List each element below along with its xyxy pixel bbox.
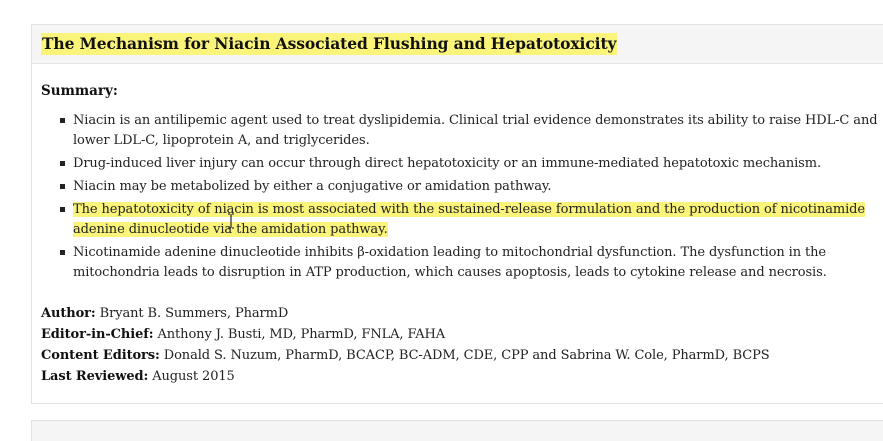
text-cursor-icon [226, 213, 236, 229]
bullet-icon [60, 161, 65, 166]
article-card [31, 24, 883, 404]
bullet-icon [60, 184, 65, 189]
summary-label: Summary: [41, 83, 118, 99]
editor-row [41, 324, 883, 345]
article-header [32, 25, 883, 64]
last-reviewed-label: Last Reviewed: [41, 369, 149, 384]
summary-point-2: Drug-induced liver injury can occur through direct hepatotoxicity or an immune-mediated hepatotoxic mechanism. [73, 156, 821, 171]
last-reviewed-row [41, 366, 883, 387]
list-item [60, 111, 883, 151]
summary-point-5: Nicotinamide adenine dinucleotide inhibits β-oxidation leading to mitochondrial dysfunction. The dysfunction in the mitochondria leads to disruption in ATP production, which causes apoptosis, leads to cytokine release and necrosis. [73, 245, 827, 280]
summary-list [41, 111, 883, 283]
list-item [60, 200, 883, 240]
list-item [60, 154, 883, 174]
author-value: Bryant B. Summers, PharmD [95, 306, 289, 321]
summary-point-4-highlighted: The hepatotoxicity of niacin is most associated with the sustained-release formulation and the production of nicotinamide adenine dinucleotide via the amidation pathway. [73, 202, 865, 237]
summary-point-1: Niacin is an antilipemic agent used to treat dyslipidemia. Clinical trial evidence demonstrates its ability to raise HDL-C and lower LDL-C, lipoprotein A, and triglycerides. [73, 113, 878, 148]
bullet-icon [60, 250, 65, 255]
article-meta [41, 303, 883, 387]
list-item [60, 243, 883, 283]
content-editors-value: Donald S. Nuzum, PharmD, BCACP, BC-ADM, CDE, CPP and Sabrina W. Cole, PharmD, BCPS [159, 348, 770, 363]
list-item [60, 177, 883, 197]
summary-point-3: Niacin may be metabolized by either a conjugative or amidation pathway. [73, 179, 552, 194]
article-title: The Mechanism for Niacin Associated Flushing and Hepatotoxicity [42, 34, 617, 53]
bullet-icon [60, 118, 65, 123]
editor-value: Anthony J. Busti, MD, PharmD, FNLA, FAHA [153, 327, 446, 342]
article-body [32, 64, 883, 387]
author-label: Author: [41, 306, 96, 321]
last-reviewed-value: August 2015 [148, 369, 235, 384]
author-row [41, 303, 883, 324]
bullet-icon [60, 207, 65, 212]
content-editors-row [41, 345, 883, 366]
content-editors-label: Content Editors: [41, 348, 160, 363]
next-article-card [31, 420, 883, 441]
editor-label: Editor-in-Chief: [41, 327, 154, 342]
